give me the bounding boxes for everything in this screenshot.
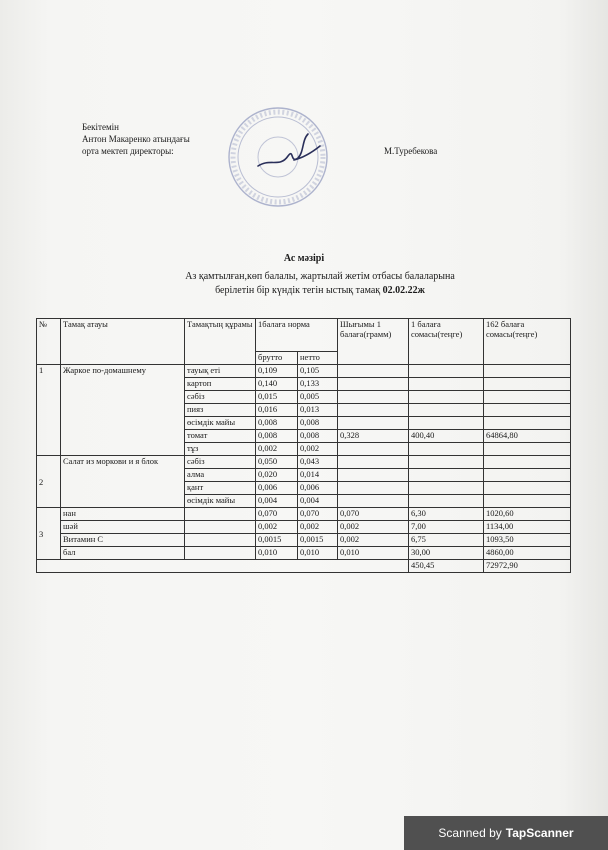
dish-name: Жаркое по-домашнему: [61, 365, 185, 456]
ingredient: алма: [185, 469, 256, 482]
net-value: 0,014: [298, 469, 338, 482]
yield-value: 0,328: [338, 430, 409, 443]
net-value: 0,043: [298, 456, 338, 469]
subtitle: [110, 270, 530, 298]
total-cost-one: 450,45: [409, 560, 484, 573]
dish-name: Салат из моркови и я блок: [61, 456, 185, 508]
gross-value: 0,0015: [256, 534, 298, 547]
dish-name: Витамин С: [61, 534, 185, 547]
dish-name: нан: [61, 508, 185, 521]
cost-all-value: 64864,80: [484, 430, 571, 443]
gross-value: 0,140: [256, 378, 298, 391]
menu-date: 02.02.22ж: [382, 285, 425, 296]
gross-value: 0,016: [256, 404, 298, 417]
scanner-prefix: Scanned by: [438, 826, 502, 840]
cost-all-value: 1134,00: [484, 521, 571, 534]
col-norm: 1балаға норма: [256, 319, 338, 352]
cost-all-value: 1093,50: [484, 534, 571, 547]
dish-name: шәй: [61, 521, 185, 534]
signature: [250, 128, 330, 176]
subtitle-line2: берілетін бір күндік тегін ыстық тамақ 02.02.22ж: [215, 285, 425, 296]
row-num: 3: [37, 508, 61, 560]
gross-value: 0,002: [256, 521, 298, 534]
cost-all-value: 1020,60: [484, 508, 571, 521]
col-cost-all: 162 балаға сомасы(теңге): [484, 319, 571, 365]
net-value: 0,010: [298, 547, 338, 560]
yield-value: 0,010: [338, 547, 409, 560]
ingredient: өсімдік майы: [185, 417, 256, 430]
table-row: [37, 521, 571, 534]
net-value: 0,105: [298, 365, 338, 378]
yield-value: 0,002: [338, 534, 409, 547]
cost-one-value: 6,75: [409, 534, 484, 547]
ingredient: өсімдік майы: [185, 495, 256, 508]
yield-value: 0,070: [338, 508, 409, 521]
page-title: Ас мәзірі: [283, 253, 325, 264]
director-name: М.Туребекова: [384, 146, 438, 156]
gross-value: 0,015: [256, 391, 298, 404]
net-value: 0,002: [298, 443, 338, 456]
col-yield: Шығымы 1 балаға(грамм): [338, 319, 409, 365]
col-net: нетто: [298, 352, 338, 365]
gross-value: 0,020: [256, 469, 298, 482]
row-num: 2: [37, 456, 61, 508]
dish-name: бал: [61, 547, 185, 560]
row-num: 1: [37, 365, 61, 456]
gross-value: 0,004: [256, 495, 298, 508]
yield-value: 0,002: [338, 521, 409, 534]
ingredient: пияз: [185, 404, 256, 417]
ingredient: тауық еті: [185, 365, 256, 378]
table-row: [37, 508, 571, 521]
gross-value: 0,109: [256, 365, 298, 378]
table-row: [37, 547, 571, 560]
ingredient: сәбіз: [185, 391, 256, 404]
menu-table: [36, 318, 571, 573]
cost-one-value: 30,00: [409, 547, 484, 560]
gross-value: 0,070: [256, 508, 298, 521]
ingredient: сәбіз: [185, 456, 256, 469]
col-num: №: [37, 319, 61, 365]
ingredient: қант: [185, 482, 256, 495]
gross-value: 0,008: [256, 430, 298, 443]
cost-one-value: 6,30: [409, 508, 484, 521]
net-value: 0,070: [298, 508, 338, 521]
gross-value: 0,050: [256, 456, 298, 469]
subtitle-line1: Аз қамтылған,көп балалы, жартылай жетім отбасы балаларына: [185, 271, 455, 282]
approval-position: орта мектеп директоры:: [82, 146, 174, 156]
cost-one-value: 400,40: [409, 430, 484, 443]
totals-row: [37, 560, 571, 573]
gross-value: 0,008: [256, 417, 298, 430]
cost-one-value: 7,00: [409, 521, 484, 534]
table-row: [37, 456, 571, 469]
net-value: 0,008: [298, 430, 338, 443]
net-value: 0,005: [298, 391, 338, 404]
ingredient: картоп: [185, 378, 256, 391]
approval-block: [82, 121, 190, 157]
net-value: 0,0015: [298, 534, 338, 547]
header-row: [37, 319, 571, 352]
table-row: [37, 365, 571, 378]
net-value: 0,002: [298, 521, 338, 534]
net-value: 0,013: [298, 404, 338, 417]
approval-school: Антон Макаренко атындағы: [82, 134, 190, 144]
col-composition: Тамақтың құрамы: [185, 319, 256, 365]
table-row: [37, 534, 571, 547]
col-dish: Тамақ атауы: [61, 319, 185, 365]
col-cost-one: 1 балаға сомасы(теңге): [409, 319, 484, 365]
total-cost-all: 72972,90: [484, 560, 571, 573]
scanner-brand: TapScanner: [505, 826, 574, 840]
gross-value: 0,010: [256, 547, 298, 560]
net-value: 0,006: [298, 482, 338, 495]
gross-value: 0,002: [256, 443, 298, 456]
scanner-badge: [404, 816, 608, 850]
col-gross: брутто: [256, 352, 298, 365]
net-value: 0,004: [298, 495, 338, 508]
net-value: 0,133: [298, 378, 338, 391]
net-value: 0,008: [298, 417, 338, 430]
cost-all-value: 4860,00: [484, 547, 571, 560]
approval-title: Бекітемін: [82, 122, 119, 132]
ingredient: томат: [185, 430, 256, 443]
ingredient: тұз: [185, 443, 256, 456]
gross-value: 0,006: [256, 482, 298, 495]
